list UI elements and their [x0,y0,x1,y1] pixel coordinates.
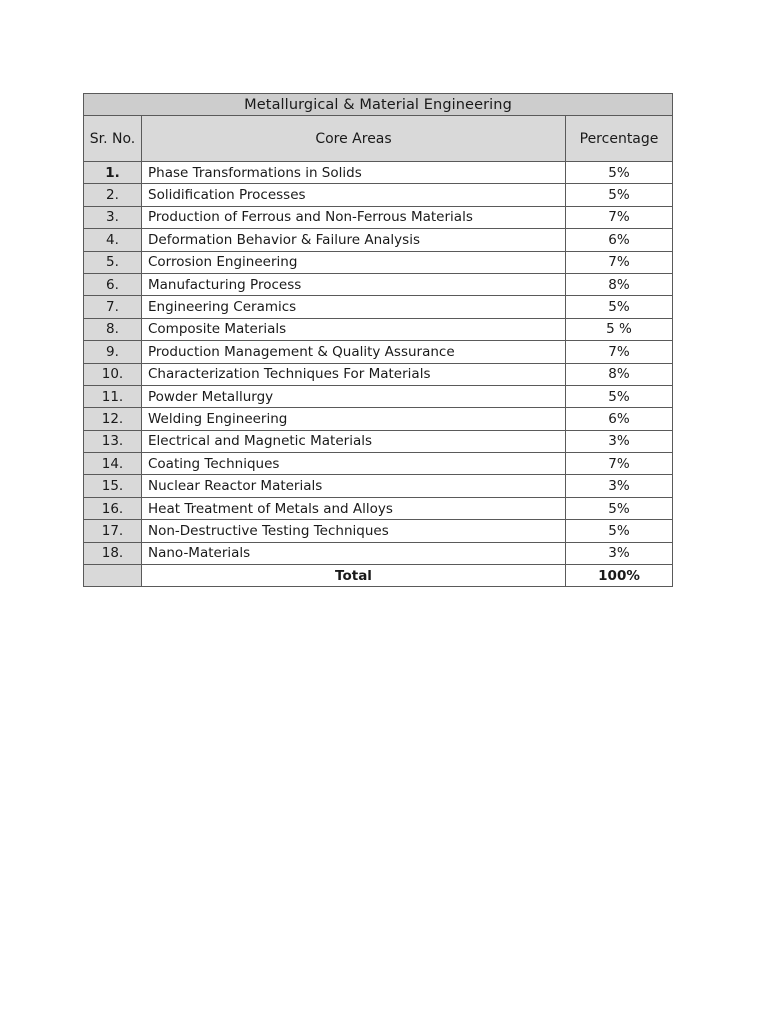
table-row [84,296,673,318]
total-sr-cell [84,565,142,587]
row-core-area: Electrical and Magnetic Materials [142,430,566,452]
row-percentage: 5% [566,184,673,206]
row-core-area: Heat Treatment of Metals and Alloys [142,497,566,519]
table-header-row [84,116,673,162]
row-core-area: Welding Engineering [142,408,566,430]
row-percentage: 5% [566,520,673,542]
table-row [84,206,673,228]
row-percentage: 5 % [566,318,673,340]
table-row [84,273,673,295]
header-sr-no: Sr. No. [84,116,142,162]
table-row [84,363,673,385]
row-sr-no: 2. [84,184,142,206]
table-row [84,251,673,273]
row-percentage: 5% [566,385,673,407]
table-row [84,229,673,251]
row-percentage: 8% [566,363,673,385]
row-percentage: 5% [566,296,673,318]
table-row [84,184,673,206]
row-sr-no: 8. [84,318,142,340]
row-core-area: Phase Transformations in Solids [142,162,566,184]
total-percentage: 100% [566,565,673,587]
row-percentage: 7% [566,453,673,475]
row-core-area: Production Management & Quality Assurance [142,341,566,363]
row-percentage: 3% [566,430,673,452]
table-row [84,453,673,475]
row-sr-no: 6. [84,273,142,295]
header-percentage: Percentage [566,116,673,162]
table-body [84,162,673,565]
header-core-areas: Core Areas [142,116,566,162]
row-core-area: Powder Metallurgy [142,385,566,407]
table-row [84,542,673,564]
row-sr-no: 16. [84,497,142,519]
row-core-area: Manufacturing Process [142,273,566,295]
total-row [84,565,673,587]
row-core-area: Engineering Ceramics [142,296,566,318]
row-sr-no: 5. [84,251,142,273]
row-sr-no: 7. [84,296,142,318]
total-label: Total [142,565,566,587]
table-row [84,497,673,519]
row-percentage: 6% [566,408,673,430]
row-core-area: Corrosion Engineering [142,251,566,273]
row-core-area: Coating Techniques [142,453,566,475]
row-percentage: 7% [566,206,673,228]
row-percentage: 7% [566,251,673,273]
row-sr-no: 12. [84,408,142,430]
row-percentage: 7% [566,341,673,363]
core-areas-table [83,93,673,587]
row-core-area: Deformation Behavior & Failure Analysis [142,229,566,251]
row-core-area: Composite Materials [142,318,566,340]
table-row [84,162,673,184]
table-title: Metallurgical & Material Engineering [84,94,673,116]
row-sr-no: 14. [84,453,142,475]
row-core-area: Nano-Materials [142,542,566,564]
table-title-row [84,94,673,116]
table-row [84,318,673,340]
row-percentage: 8% [566,273,673,295]
row-percentage: 3% [566,542,673,564]
row-sr-no: 1. [84,162,142,184]
row-core-area: Nuclear Reactor Materials [142,475,566,497]
row-sr-no: 3. [84,206,142,228]
row-sr-no: 17. [84,520,142,542]
row-sr-no: 18. [84,542,142,564]
table-row [84,520,673,542]
row-sr-no: 11. [84,385,142,407]
row-core-area: Solidification Processes [142,184,566,206]
table-row [84,385,673,407]
row-sr-no: 4. [84,229,142,251]
row-sr-no: 13. [84,430,142,452]
row-percentage: 5% [566,497,673,519]
row-core-area: Non-Destructive Testing Techniques [142,520,566,542]
table-row [84,408,673,430]
row-core-area: Characterization Techniques For Materials [142,363,566,385]
table-row [84,341,673,363]
row-percentage: 5% [566,162,673,184]
row-sr-no: 9. [84,341,142,363]
row-sr-no: 10. [84,363,142,385]
row-core-area: Production of Ferrous and Non-Ferrous Materials [142,206,566,228]
row-percentage: 6% [566,229,673,251]
table-row [84,475,673,497]
table-row [84,430,673,452]
row-sr-no: 15. [84,475,142,497]
row-percentage: 3% [566,475,673,497]
